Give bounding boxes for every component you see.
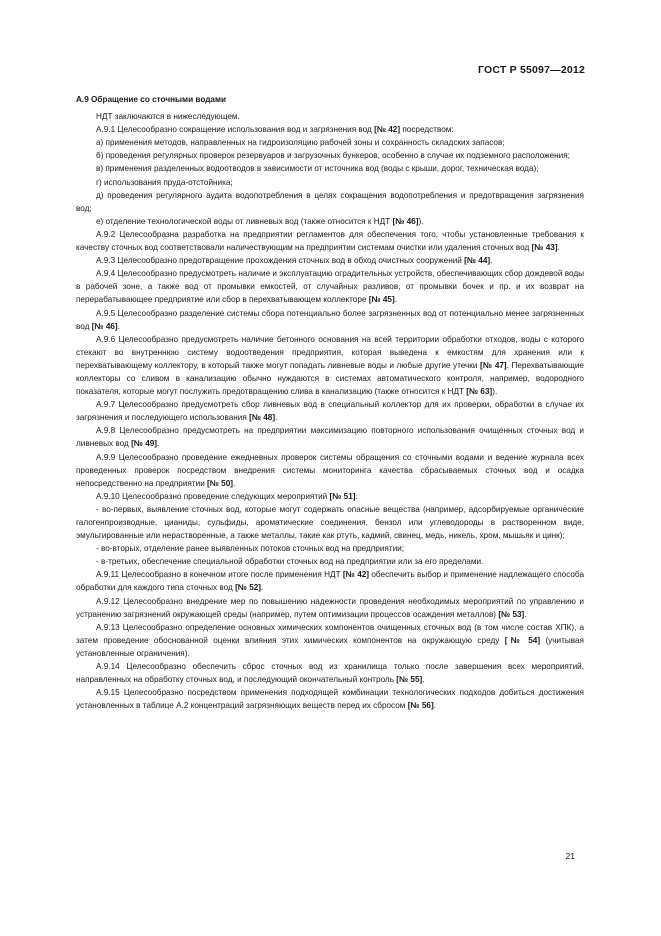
paragraph-text: А.9.3 Целесообразно предотвращение прохождения сточных вод в обход очистных сооружений [96,256,465,266]
paragraph-text: А.9.15 Целесообразно посредством применения подходящей комбинации технологических подходов добиться достижения установленных в таблице А.2 концентраций загрязняющих веществ перед их сбросом [76,688,584,711]
paragraph-text: в) применения разделенных водоотводов в зависимости от источника вод (воды с крыши, дорог, техническая вода); [96,164,539,174]
paragraph-text: А.9.11 Целесообразно в конечном итоге после применения НДТ [96,570,343,580]
paragraph-text: а) применения методов, направленных на гидроизоляцию рабочей зоны и сохранность складских запасов; [96,138,505,148]
paragraph [76,451,584,490]
paragraph-text: д) проведения регулярного аудита водопотребления в целях сокращения водопотребления и предотвращения загрязнения вод; [76,190,584,213]
paragraph-text: А.9.6 Целесообразно предусмотреть наличие бетонного основания на всей территории обработки отходов, воды с которого стекают во внутреннюю систему водоотведения предприятия, которая выведена к емкостям для хранения или к перехватывающему коллектору, в который также могут попадать ливневые воды и любые другие утечки [76,334,584,370]
paragraph-text: . Перехватывающие коллекторы со сливом в канализацию обычно нуждаются в системах автоматического контроля, например, водородного показателя, которые могут послужить предотвращению слива в канализацию (также относится к НДТ [76,360,584,397]
paragraph-text: А.9.7 Целесообразно предусмотреть сбор ливневых вод в специальный коллектор для их проверки, обработки в случае их загрязнения и последующего использования [76,400,584,423]
paragraph-text: обеспечить выбор и применение надлежащего способа обработки для каждого типа сточных вод [76,570,584,593]
paragraph-text: А.9.2 Целесообразна разработка на предприятии регламентов для обеспечения того, чтобы установленные требования к качеству сточных вод соответствовали наличествующим на предприятии системам очистки или удаления сточных вод [76,229,584,253]
document-standard-header: ГОСТ Р 55097—2012 [477,64,585,76]
paragraph [76,621,584,660]
paragraph [76,176,584,189]
paragraph-text: А.9.10 Целесообразно проведение следующих мероприятий [96,491,330,501]
paragraph [76,398,584,424]
paragraph [76,228,584,254]
paragraph [76,110,584,123]
paragraph-text: г) использования пруда-отстойника; [96,177,233,187]
reference-number: [№ 42] [342,570,370,580]
reference-number: [№ 54] [504,635,541,645]
paragraph [76,555,584,568]
paragraph-text: б) проведения регулярных проверок резервуаров и загрузочных бункеров, особенно в случае их подземного расположения; [96,151,570,161]
paragraph-text: . [433,701,436,711]
paragraph-text: А.9.5 Целесообразно разделение системы сбора потенциально более загрязненных вод от потенциально менее загрязненных вод [76,308,584,331]
reference-number: [№ 52] [235,583,262,593]
paragraph [76,660,584,686]
reference-number: [№ 46] [91,321,118,331]
paragraph-text: ). [418,216,424,226]
reference-number: [№ 56] [407,701,434,711]
reference-number: [№ 49] [131,439,158,449]
paragraph-text: посредством: [400,125,454,135]
paragraph [76,503,584,542]
reference-number: [№ 47] [479,360,507,370]
paragraph-text: . [524,609,527,619]
paragraph-text: . [557,243,560,253]
paragraph [76,254,584,267]
paragraph [76,215,584,228]
paragraph [76,307,584,333]
paragraph [76,542,584,555]
paragraph-text: - во-вторых, отделение ранее выявленных потоков сточных вод на предприятии; [96,544,405,554]
reference-number: [№ 46] [392,216,419,226]
paragraph-text: . [422,675,425,685]
paragraph [76,568,584,594]
paragraph-text: НДТ заключаются в нижеследующем. [96,112,240,122]
paragraph [76,424,584,450]
paragraph-text: . [117,321,120,331]
paragraph-text: - во-первых, выявление сточных вод, которые могут содержать опасные вещества (например, адсорбируемые органические галогенпроизводные, цианиды, сульфиды, ароматические соединения, бензол или углеводороды в растворенном виде, эмульгированные или нерастворенные, а также металлы, такие как ртуть, кадмий, свинец, медь, никель, хром, мышьяк и цинк); [76,504,584,541]
paragraph [76,267,584,306]
paragraph-text: А.9.14 Целесообразно обеспечить сброс сточных вод из хранилища только после завершения всех мероприятий, направленных на обработку сточных вод, и последующий окончательный контроль [76,662,584,685]
paragraph [76,189,584,215]
paragraph-text: : [355,491,358,501]
paragraph-list [76,110,584,712]
reference-number: [№ 50] [207,478,234,488]
paragraph [76,136,584,149]
paragraph-text: . [394,295,397,305]
document-body [76,93,584,712]
paragraph-text: А.9.8 Целесообразно предусмотреть на предприятии максимизацию повторного использования очищенных сточных вод и ливневых вод [76,426,584,449]
reference-number: [№ 63] [466,387,493,397]
paragraph-text: А.9.4 Целесообразно предусмотреть наличие и эксплуатацию оградительных устройств, обеспечивающих сбор дождевой воды в рабочей зоне, а также вод от промывки емкостей, от случайных разливов, от промывки бочек и пр. и их возврат на перерабатывающее предприятие или сбор в перехватывающем коллекторе [76,269,584,305]
paragraph-text: . [275,413,278,423]
paragraph [76,490,584,503]
paragraph [76,123,584,136]
paragraph [76,686,584,712]
reference-number: [№ 45] [368,295,395,305]
paragraph-text: ). [492,387,498,397]
paragraph [76,149,584,162]
paragraph-text: А.9.9 Целесообразно проведение ежедневных проверок системы обращения со сточными водами и ведение журнала всех проведенных проверок посредством внедрения системы мониторинга качества сбрасываемых сточных вод и осадка непосредственно на предприятии [76,452,584,488]
paragraph-text: А.9.1 Целесообразно сокращение использования вод и загрязнения вод [96,125,375,135]
reference-number: [№ 42] [374,125,401,135]
reference-number: [№ 51] [329,491,356,501]
paragraph-text: . [490,256,493,266]
reference-number: [№ 48] [249,413,276,423]
paragraph-text: . [157,439,160,449]
paragraph-text: А.9.12 Целесообразно внедрение мер по повышению надежности проведения необходимых мероприятий по управлению и устранению загрязнений окружающей среды (например, путем оптимизации процессов осаждения металлов) [76,596,584,619]
reference-number: [№ 53] [498,609,525,619]
paragraph-text: - в-третьих, обеспечение специальной обработки сточных вод на предприятии или за его пределами. [96,557,484,567]
paragraph [76,595,584,621]
page-number: 21 [565,851,575,861]
paragraph [76,333,584,398]
paragraph-text: . [261,583,264,593]
paragraph-text: . [233,478,236,488]
reference-number: [№ 44] [464,256,491,266]
paragraph-text: А.9.13 Целесообразно определение основных химических компонентов очищенных сточных вод (в том числе состав ХПК), а затем проведение обоснованной оценки влияния этих химических компонентов на окружающую среду [76,622,584,645]
paragraph [76,162,584,175]
paragraph-text: (учитывая установленные ограничения). [76,635,584,658]
reference-number: [№ 55] [396,675,423,685]
paragraph-text: е) отделение технологической воды от ливневых вод (также относится к НДТ [96,216,393,226]
section-title: А.9 Обращение со сточными водами [76,95,227,104]
reference-number: [№ 43] [531,243,558,253]
